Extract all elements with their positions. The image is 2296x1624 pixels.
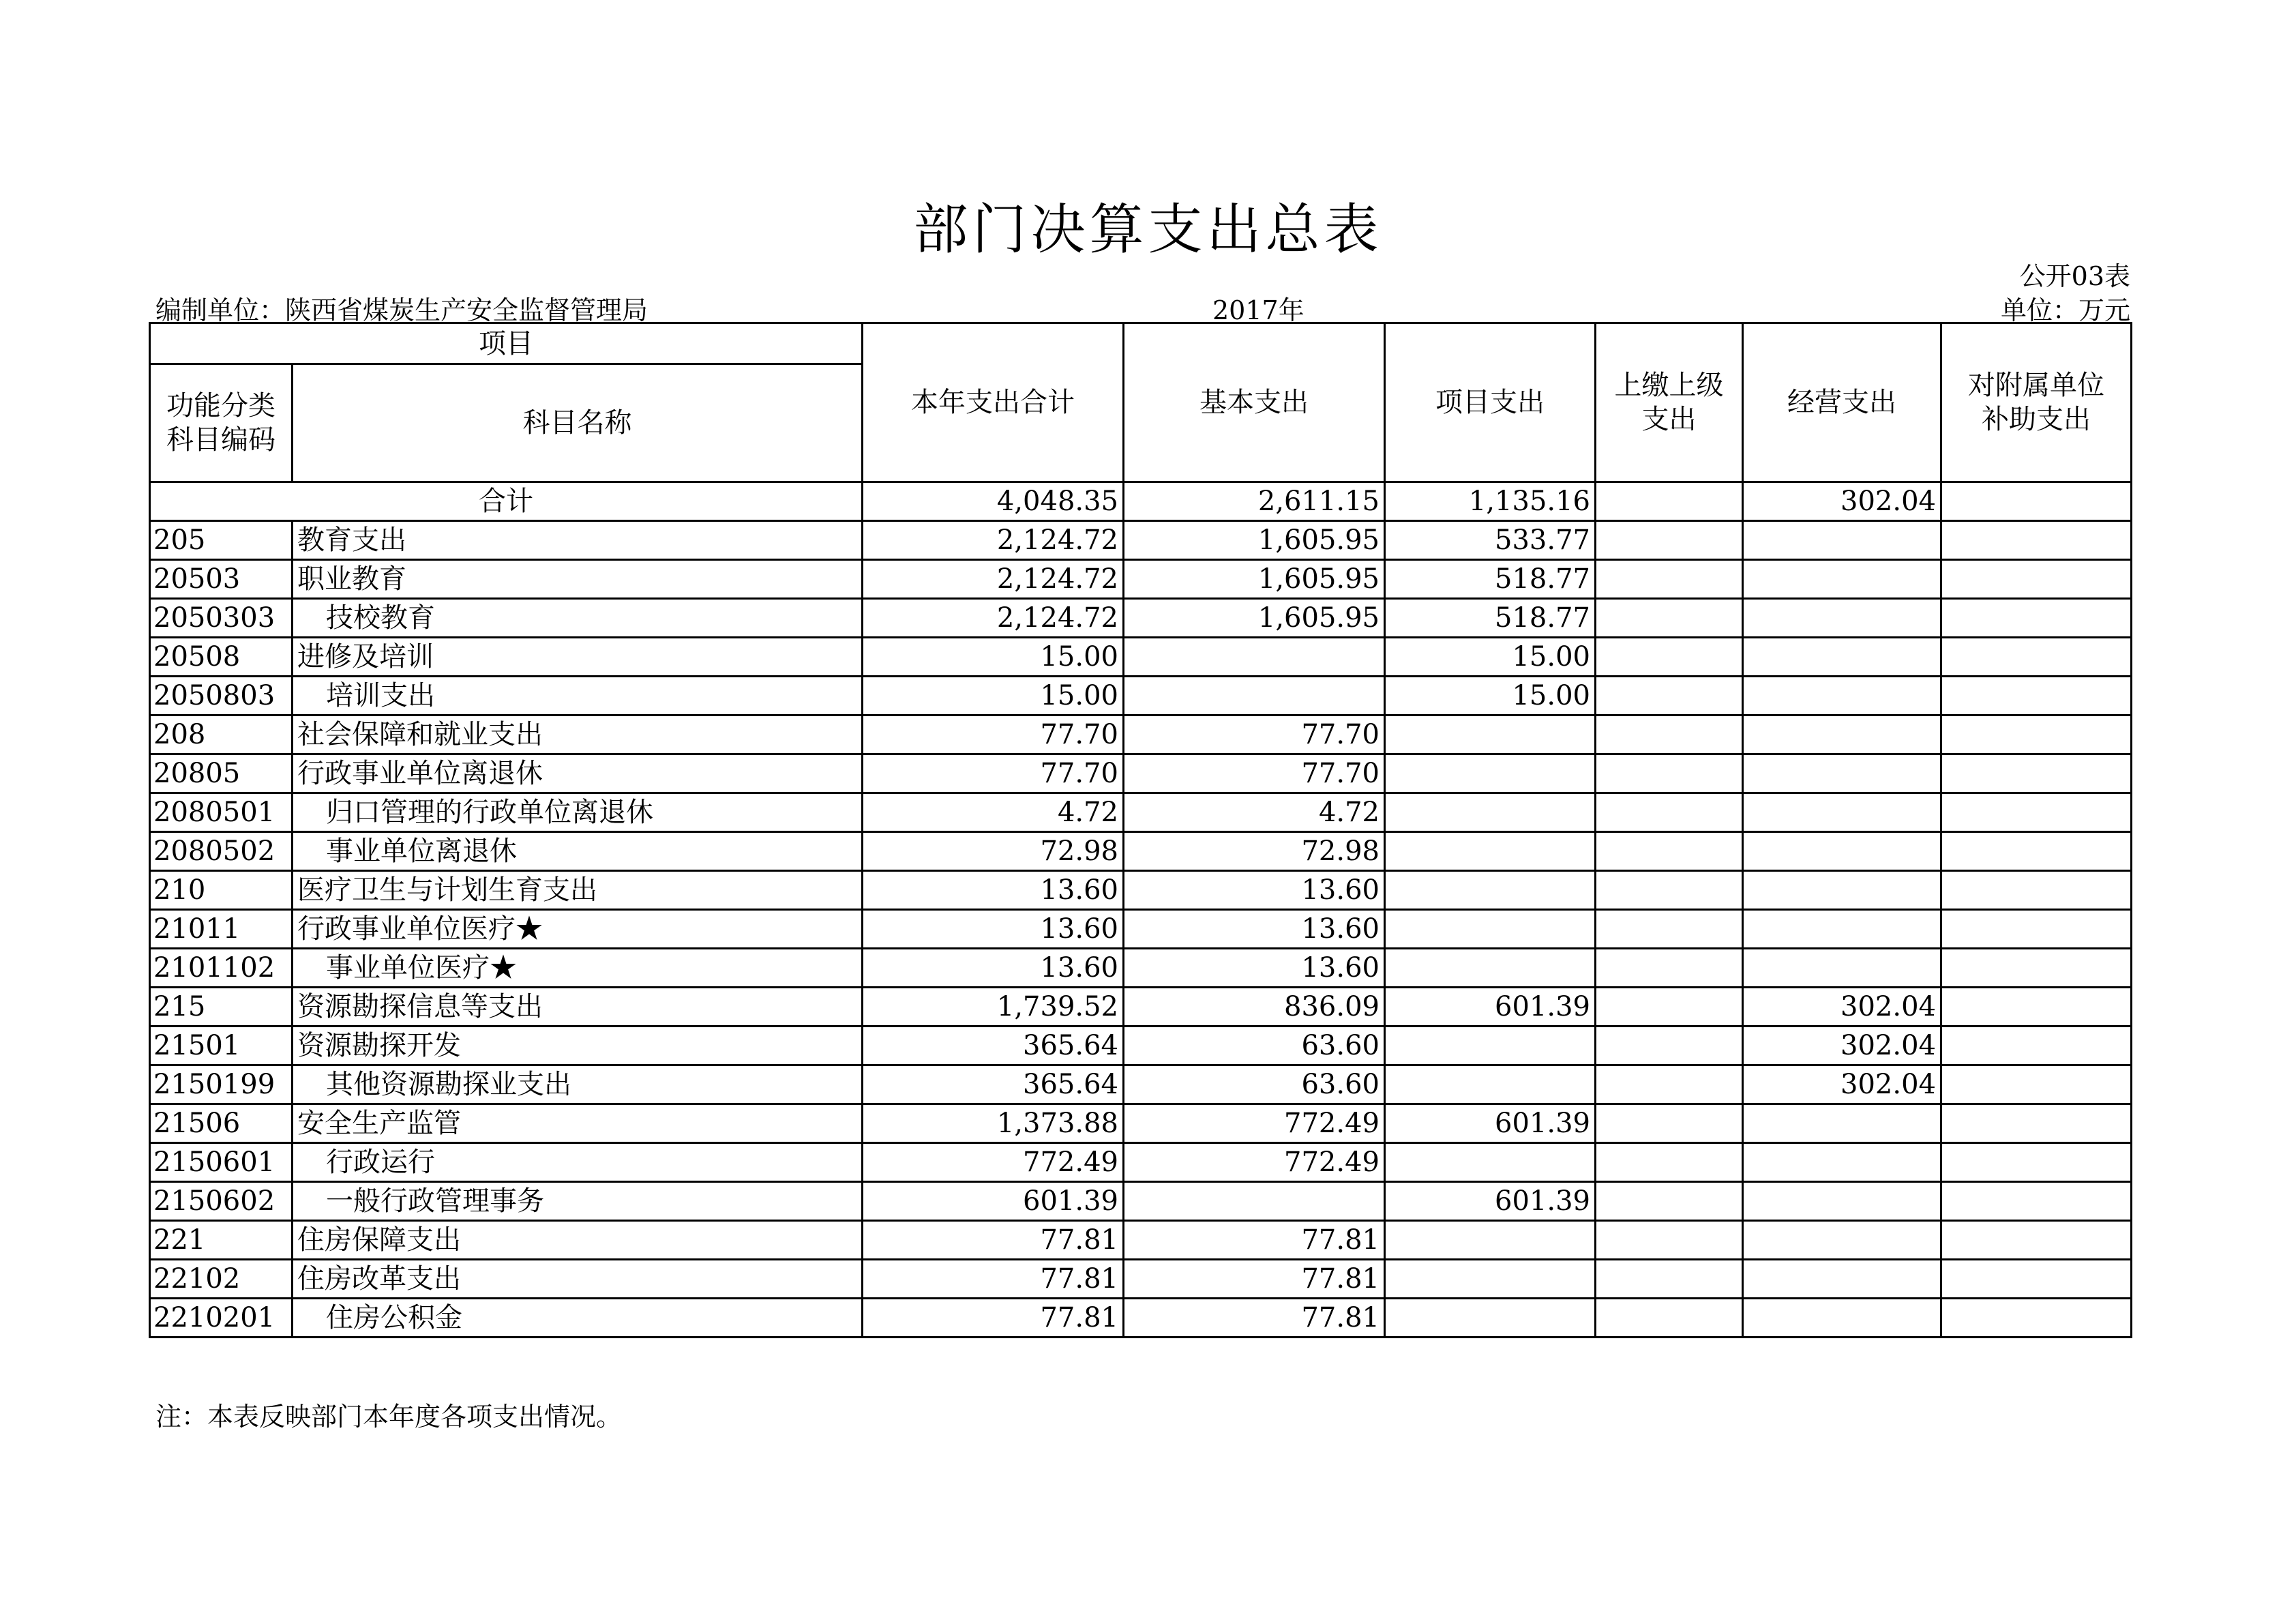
row-total: 13.60 [863,910,1124,949]
row-business [1743,832,1941,871]
row-code: 2150199 [150,1065,293,1104]
sum-label: 合计 [150,482,863,521]
row-project [1385,1260,1596,1299]
row-upper [1596,1143,1743,1182]
row-upper [1596,988,1743,1027]
row-upper [1596,793,1743,832]
row-basic: 772.49 [1124,1143,1385,1182]
row-business [1743,793,1941,832]
row-name: 行政事业单位医疗★ [293,910,863,949]
row-code: 2080501 [150,793,293,832]
row-name: 行政运行 [293,1143,863,1182]
year-label: 2017年 [1212,295,1304,325]
table-row [150,1065,2132,1104]
row-basic: 13.60 [1124,910,1385,949]
row-code: 21501 [150,1027,293,1065]
row-business [1743,949,1941,988]
row-basic: 1,605.95 [1124,599,1385,638]
row-project: 15.00 [1385,638,1596,677]
row-business [1743,1182,1941,1221]
row-project [1385,1065,1596,1104]
sum-upper [1596,482,1743,521]
row-total: 15.00 [863,638,1124,677]
row-basic: 77.70 [1124,754,1385,793]
row-code: 2150602 [150,1182,293,1221]
row-project [1385,1027,1596,1065]
row-name: 进修及培训 [293,638,863,677]
row-name: 社会保障和就业支出 [293,715,863,754]
table-row [150,599,2132,638]
row-total: 77.81 [863,1299,1124,1338]
table-row [150,1143,2132,1182]
table-row [150,988,2132,1027]
row-project: 518.77 [1385,560,1596,599]
row-code: 208 [150,715,293,754]
row-project: 15.00 [1385,677,1596,715]
row-total: 77.70 [863,754,1124,793]
row-subsidy [1941,1182,2132,1221]
header-name: 科目名称 [293,364,863,482]
row-subsidy [1941,1027,2132,1065]
row-upper [1596,871,1743,910]
row-code: 221 [150,1221,293,1260]
row-name: 技校教育 [293,599,863,638]
row-project: 601.39 [1385,1104,1596,1143]
row-basic: 77.70 [1124,715,1385,754]
table-row [150,560,2132,599]
row-code: 20508 [150,638,293,677]
row-subsidy [1941,599,2132,638]
row-business [1743,521,1941,560]
row-subsidy [1941,1065,2132,1104]
row-upper [1596,910,1743,949]
row-name: 培训支出 [293,677,863,715]
row-business [1743,715,1941,754]
row-basic [1124,677,1385,715]
row-project [1385,754,1596,793]
row-code: 2210201 [150,1299,293,1338]
row-project [1385,949,1596,988]
row-business: 302.04 [1743,1027,1941,1065]
sum-row [150,482,2132,521]
row-name: 职业教育 [293,560,863,599]
row-subsidy [1941,910,2132,949]
table-row [150,871,2132,910]
row-subsidy [1941,715,2132,754]
row-basic: 13.60 [1124,871,1385,910]
row-name: 教育支出 [293,521,863,560]
expenditure-table [149,322,2132,1338]
row-upper [1596,949,1743,988]
row-total: 365.64 [863,1027,1124,1065]
row-code: 2101102 [150,949,293,988]
table-row [150,677,2132,715]
row-name: 住房改革支出 [293,1260,863,1299]
header-business: 经营支出 [1743,323,1941,482]
row-business [1743,1299,1941,1338]
row-basic: 4.72 [1124,793,1385,832]
row-code: 2050303 [150,599,293,638]
row-code: 21011 [150,910,293,949]
org-label: 编制单位：陕西省煤炭生产安全监督管理局 [155,295,648,325]
table-row [150,832,2132,871]
row-upper [1596,521,1743,560]
table-row [150,1027,2132,1065]
table-row [150,793,2132,832]
row-business [1743,1143,1941,1182]
row-code: 2150601 [150,1143,293,1182]
row-total: 2,124.72 [863,560,1124,599]
row-subsidy [1941,871,2132,910]
row-name: 安全生产监管 [293,1104,863,1143]
row-total: 77.81 [863,1260,1124,1299]
row-business [1743,1104,1941,1143]
header-project: 项目支出 [1385,323,1596,482]
row-business [1743,1260,1941,1299]
row-subsidy [1941,677,2132,715]
table-row [150,1182,2132,1221]
row-subsidy [1941,521,2132,560]
row-upper [1596,677,1743,715]
row-project [1385,1143,1596,1182]
row-total: 2,124.72 [863,521,1124,560]
row-basic: 1,605.95 [1124,521,1385,560]
row-upper [1596,1065,1743,1104]
row-total: 72.98 [863,832,1124,871]
row-subsidy [1941,1299,2132,1338]
row-upper [1596,1182,1743,1221]
table-row [150,1260,2132,1299]
row-upper [1596,832,1743,871]
row-project: 533.77 [1385,521,1596,560]
unit-label: 单位：万元 [2000,295,2130,325]
row-total: 2,124.72 [863,599,1124,638]
row-code: 22102 [150,1260,293,1299]
row-upper [1596,715,1743,754]
row-total: 4.72 [863,793,1124,832]
row-total: 13.60 [863,949,1124,988]
row-business [1743,560,1941,599]
row-code: 215 [150,988,293,1027]
row-name: 资源勘探开发 [293,1027,863,1065]
row-subsidy [1941,638,2132,677]
row-name: 医疗卫生与计划生育支出 [293,871,863,910]
row-project: 601.39 [1385,988,1596,1027]
row-subsidy [1941,1221,2132,1260]
row-code: 21506 [150,1104,293,1143]
row-project [1385,871,1596,910]
row-basic: 13.60 [1124,949,1385,988]
row-subsidy [1941,1260,2132,1299]
row-upper [1596,1260,1743,1299]
row-basic: 63.60 [1124,1027,1385,1065]
row-basic [1124,1182,1385,1221]
header-upper: 上缴上级 支出 [1596,323,1743,482]
header-basic: 基本支出 [1124,323,1385,482]
row-subsidy [1941,1104,2132,1143]
row-name: 事业单位医疗★ [293,949,863,988]
row-basic: 77.81 [1124,1260,1385,1299]
row-code: 2080502 [150,832,293,871]
row-project [1385,832,1596,871]
row-business [1743,871,1941,910]
row-upper [1596,560,1743,599]
row-basic: 836.09 [1124,988,1385,1027]
row-basic: 77.81 [1124,1299,1385,1338]
sum-total: 4,048.35 [863,482,1124,521]
row-subsidy [1941,1143,2132,1182]
header-total: 本年支出合计 [863,323,1124,482]
row-project [1385,793,1596,832]
table-row [150,1299,2132,1338]
row-basic: 63.60 [1124,1065,1385,1104]
row-total: 772.49 [863,1143,1124,1182]
meta-row [155,289,2130,325]
header-item: 项目 [150,323,863,364]
row-total: 365.64 [863,1065,1124,1104]
row-code: 20805 [150,754,293,793]
row-upper [1596,1221,1743,1260]
row-business [1743,638,1941,677]
row-total: 15.00 [863,677,1124,715]
form-number: 公开03表 [2019,261,2130,291]
row-code: 205 [150,521,293,560]
header-code: 功能分类 科目编码 [150,364,293,482]
row-name: 住房公积金 [293,1299,863,1338]
row-name: 事业单位离退休 [293,832,863,871]
table-note: 注：本表反映部门本年度各项支出情况。 [155,1402,623,1432]
row-project [1385,715,1596,754]
row-business: 302.04 [1743,1065,1941,1104]
sum-subsidy [1941,482,2132,521]
row-name: 其他资源勘探业支出 [293,1065,863,1104]
row-total: 13.60 [863,871,1124,910]
row-subsidy [1941,754,2132,793]
row-total: 601.39 [863,1182,1124,1221]
row-business [1743,677,1941,715]
row-basic: 77.81 [1124,1221,1385,1260]
row-subsidy [1941,560,2132,599]
table-row [150,1221,2132,1260]
header-subsidy: 对附属单位 补助支出 [1941,323,2132,482]
table-row [150,754,2132,793]
sum-business: 302.04 [1743,482,1941,521]
table-row [150,910,2132,949]
row-name: 归口管理的行政单位离退休 [293,793,863,832]
table-row [150,715,2132,754]
row-business [1743,910,1941,949]
row-upper [1596,638,1743,677]
row-subsidy [1941,832,2132,871]
row-code: 20503 [150,560,293,599]
row-name: 一般行政管理事务 [293,1182,863,1221]
row-business [1743,1221,1941,1260]
row-business: 302.04 [1743,988,1941,1027]
row-subsidy [1941,988,2132,1027]
table-row [150,638,2132,677]
row-subsidy [1941,949,2132,988]
table-row [150,521,2132,560]
row-business [1743,754,1941,793]
row-project [1385,1221,1596,1260]
row-code: 2050803 [150,677,293,715]
row-upper [1596,1104,1743,1143]
row-project: 601.39 [1385,1182,1596,1221]
row-upper [1596,754,1743,793]
row-total: 77.81 [863,1221,1124,1260]
row-basic [1124,638,1385,677]
row-project [1385,910,1596,949]
row-business [1743,599,1941,638]
row-total: 77.70 [863,715,1124,754]
table-row [150,949,2132,988]
row-code: 210 [150,871,293,910]
row-project [1385,1299,1596,1338]
row-name: 资源勘探信息等支出 [293,988,863,1027]
row-subsidy [1941,793,2132,832]
page-title: 部门决算支出总表 [913,198,1383,261]
row-total: 1,373.88 [863,1104,1124,1143]
sum-project: 1,135.16 [1385,482,1596,521]
row-name: 行政事业单位离退休 [293,754,863,793]
row-project: 518.77 [1385,599,1596,638]
row-basic: 772.49 [1124,1104,1385,1143]
row-upper [1596,599,1743,638]
row-total: 1,739.52 [863,988,1124,1027]
row-upper [1596,1027,1743,1065]
row-basic: 72.98 [1124,832,1385,871]
table-row [150,1104,2132,1143]
sum-basic: 2,611.15 [1124,482,1385,521]
row-name: 住房保障支出 [293,1221,863,1260]
row-upper [1596,1299,1743,1338]
row-basic: 1,605.95 [1124,560,1385,599]
